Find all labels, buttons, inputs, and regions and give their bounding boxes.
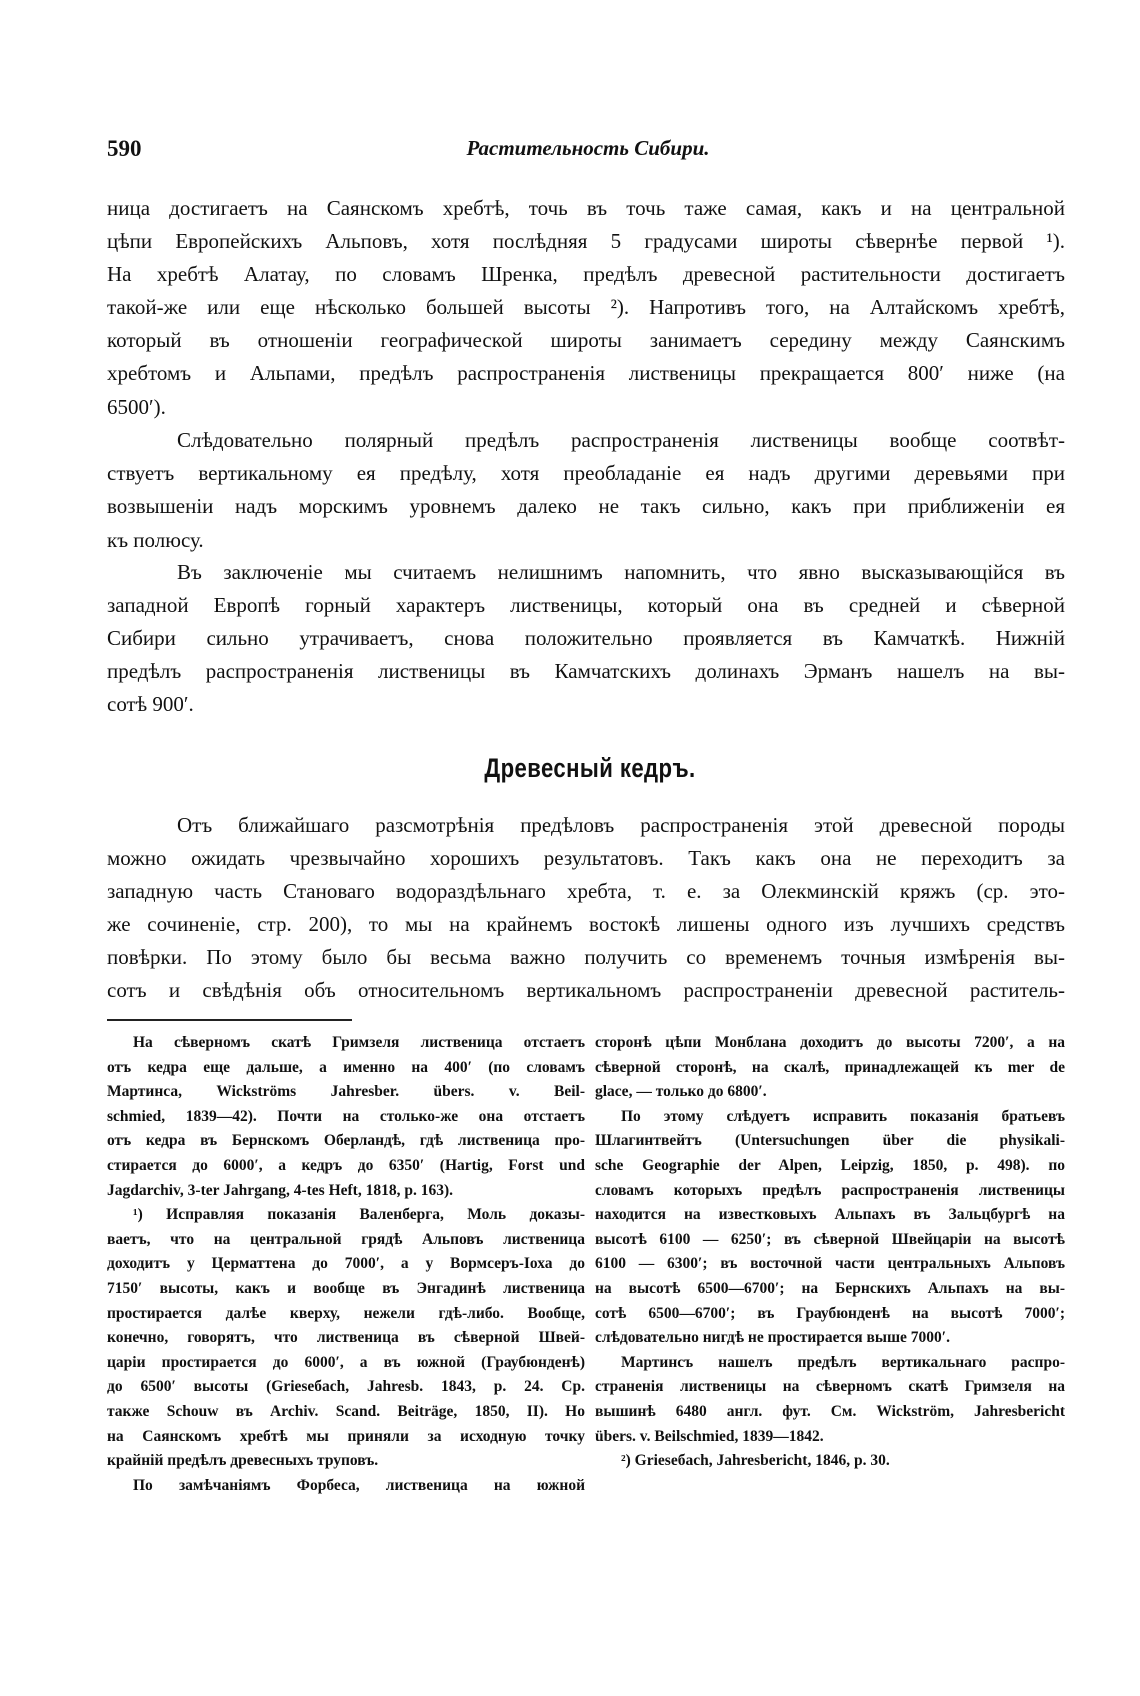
footnote-line: доходитъ у Церматтена до 7000′, а у Вормсеръ-Іоха до [107, 1255, 585, 1272]
footnote-line: конечно, говорятъ, что лиственица въ сѣверной Швей- [107, 1329, 585, 1346]
page-number: 590 [107, 136, 142, 161]
footnote-line: По этому слѣдуетъ исправить показанія братьевъ [621, 1108, 1065, 1125]
footnote-line: также Schouw въ Archiv. Scand. Beiträge, 1850, II). Но [107, 1403, 585, 1420]
text-line: возвышеніи надъ морскимъ уровнемъ далеко не такъ сильно, какъ при приближеніи ея [107, 494, 1065, 518]
footnote-line: 7150′ высоты, какъ и вообще въ Энгадинѣ лиственица [107, 1280, 585, 1297]
footnote-line: ¹) Исправляя показанія Валенберга, Моль доказы- [133, 1206, 585, 1223]
text-line: западной Европѣ горный характеръ лиственицы, который она въ средней и сѣверной [107, 593, 1065, 617]
footnote-line: царіи простирается до 6000′, а въ южной (Граубюнденѣ) [107, 1354, 585, 1371]
footnote-line: до 6500′ высоты (Grieseбach, Jahresb. 1843, p. 24. Ср. [107, 1378, 585, 1395]
footnote-line: сѣверной сторонѣ, на скалѣ, принадлежащей къ mer de [595, 1059, 1065, 1076]
text-line: предѣлъ распространенія лиственицы въ Камчатскихъ долинахъ Эрманъ нашелъ на вы- [107, 659, 1065, 683]
footnote-line: 6100 — 6300′; въ восточной части центральныхъ Альповъ [595, 1255, 1065, 1272]
footnote-line: übers. v. Beilschmied, 1839—1842. [595, 1428, 824, 1445]
footnote-line: высотѣ 6100 — 6250′; въ сѣверной Швейцаріи на высотѣ [595, 1231, 1065, 1248]
text-line: На хребтѣ Алатау, по словамъ Шренка, предѣлъ древесной растительности достигаетъ [107, 262, 1065, 286]
text-line: цѣпи Европейскихъ Альповъ, хотя послѣдняя 5 градусами широты сѣвернѣе первой ¹). [107, 229, 1065, 253]
footnote-line: стирается до 6000′, а кедръ до 6350′ (Hartig, Forst und [107, 1157, 585, 1174]
footnote-line: крайній предѣлъ древесныхъ труповъ. [107, 1452, 379, 1469]
footnote-line: сторонѣ цѣпи Монблана доходитъ до высоты 7200′, а на [595, 1034, 1065, 1051]
text-line: сотѣ 900′. [107, 692, 194, 716]
text-line: Въ заключеніе мы считаемъ нелишнимъ напомнить, что явно высказывающійся въ [177, 560, 1065, 584]
footnote-line: отъ кедра въ Бернскомъ Оберландѣ, гдѣ лиственица про- [107, 1132, 585, 1149]
text-line: Отъ ближайшаго разсмотрѣнія предѣловъ распространенія этой древесной породы [177, 813, 1065, 837]
footnote-line: отъ кедра еще дальше, а именно на 400′ (по словамъ [107, 1059, 585, 1076]
text-line: 6500′). [107, 395, 166, 419]
footnote-line: Шлагинтвейтъ (Untersuchungen über die physikali- [595, 1132, 1065, 1149]
footnote-line: слѣдовательно нигдѣ не простирается выше 7000′. [595, 1329, 951, 1346]
text-line: который въ отношеніи географической широты занимаетъ середину между Саянскимъ [107, 328, 1065, 352]
footnote-line: schmied, 1839—42). Почти на столько-же она отстаетъ [107, 1108, 585, 1125]
footnote-line: страненія лиственицы на сѣверномъ скатѣ Гримзеля на [595, 1378, 1065, 1395]
footnote-line: словамъ которыхъ предѣлъ распространенія лиственицы [595, 1182, 1065, 1199]
text-line: можно ожидать чрезвычайно хорошихъ результатовъ. Такъ какъ она не переходитъ за [107, 846, 1065, 870]
text-line: же сочиненіе, стр. 200), то мы на крайнемъ востокѣ лишены одного изъ лучшихъ средствъ [107, 912, 1065, 936]
footnote-line: сотѣ 6500—6700′; въ Граубюнденѣ на высотѣ 7000′; [595, 1305, 1065, 1322]
footnote-line: По замѣчаніямъ Форбеса, лиственица на южной [133, 1477, 585, 1494]
footnote-line: Мартинса, Wickströms Jahresber. übers. v. Beil- [107, 1083, 585, 1100]
text-line: повѣрки. По этому было бы весьма важно получить со временемъ точныя измѣренія вы- [107, 945, 1065, 969]
footnote-separator-rule [107, 1019, 352, 1021]
section-heading: Древесный кедръ. [484, 753, 696, 783]
text-line: Слѣдовательно полярный предѣлъ распространенія лиственицы вообще соотвѣт- [177, 428, 1065, 452]
footnote-line: вышинѣ 6480 англ. фут. См. Wickström, Jahresbericht [595, 1403, 1065, 1420]
text-line: западную часть Становаго водораздѣльнаго хребта, т. е. за Олекминскій кряжъ (ср. это- [107, 879, 1065, 903]
footnote-line: На сѣверномъ скатѣ Гримзеля лиственица отстаетъ [133, 1034, 585, 1051]
text-line: хребтомъ и Альпами, предѣлъ распространенія лиственицы прекращается 800′ ниже (на [107, 361, 1065, 385]
footnote-line: на Саянскомъ хребтѣ мы приняли за исходную точку [107, 1428, 585, 1445]
text-line: ствуетъ вертикальному ея предѣлу, хотя преобладаніе ея надъ другими деревьями при [107, 461, 1065, 485]
footnote-line: простирается далѣе кверху, нежели гдѣ-либо. Вообще, [107, 1305, 585, 1322]
footnote-line: на высотѣ 6500—6700′; на Бернскихъ Альпахъ на вы- [595, 1280, 1065, 1297]
footnote-line: glace, — только до 6800′. [595, 1083, 767, 1100]
text-line: Сибири сильно утрачиваетъ, снова положительно проявляется въ Камчаткѣ. Нижній [107, 626, 1065, 650]
text-line: сотъ и свѣдѣнія объ относительномъ вертикальномъ распространеніи древесной раститель- [107, 978, 1065, 1002]
footnote-line: находится на известковыхъ Альпахъ въ Зальцбургѣ на [595, 1206, 1065, 1223]
text-line: такой-же или еще нѣсколько большей высоты ²). Напротивъ того, на Алтайскомъ хребтѣ, [107, 295, 1065, 319]
running-title: Растительность Сибири. [466, 136, 710, 160]
footnote-line: Jagdarchiv, 3-ter Jahrgang, 4-tes Heft, 1818, p. 163). [107, 1182, 453, 1199]
footnote-line: sche Geographie der Alpen, Leipzig, 1850, p. 498). по [595, 1157, 1065, 1174]
footnote-line: ²) Grieseбach, Jahresbericht, 1846, p. 30. [621, 1452, 890, 1469]
text-line: ница достигаетъ на Саянскомъ хребтѣ, точь въ точь таже самая, какъ и на центральной [107, 196, 1065, 220]
footnote-line: ваетъ, что на центральной грядѣ Альповъ лиственица [107, 1231, 585, 1248]
text-line: къ полюсу. [107, 528, 204, 552]
footnote-line: Мартинсъ нашелъ предѣлъ вертикальнаго распро- [621, 1354, 1065, 1371]
